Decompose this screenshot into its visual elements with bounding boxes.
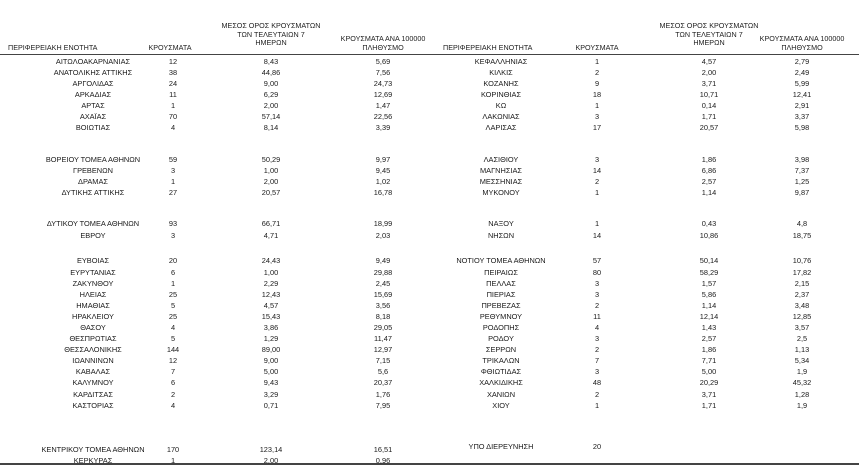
cell-region: ΘΑΣΟΥ — [80, 323, 106, 332]
cell-region: ΝΗΣΩΝ — [487, 231, 515, 240]
cell-region: ΣΕΡΡΩΝ — [485, 345, 517, 354]
header-avg7-line: ΤΩΝ ΤΕΛΕΥΤΑΙΩΝ 7 — [675, 29, 743, 39]
cell-per100k: 17,82 — [792, 268, 812, 277]
cell-cases: 3 — [170, 166, 176, 175]
cell-cases: 3 — [594, 155, 600, 164]
cell-per100k: 2,15 — [794, 279, 810, 288]
cell-region: ΛΑΚΩΝΙΑΣ — [482, 112, 520, 121]
cell-region: ΚΩ — [495, 101, 507, 110]
cell-avg7: 12,14 — [699, 312, 719, 321]
cell-region: ΚΑΛΥΜΝΟΥ — [72, 378, 114, 387]
cell-per100k: 3,98 — [794, 155, 810, 164]
cell-cases: 38 — [168, 68, 178, 77]
cell-per100k: 9,87 — [794, 188, 810, 197]
cell-cases: 59 — [168, 155, 178, 164]
cell-region: ΒΟΙΩΤΙΑΣ — [75, 123, 111, 132]
cell-region: ΕΒΡΟΥ — [80, 231, 106, 240]
cell-avg7: 1,86 — [701, 155, 717, 164]
cell-cases: 2 — [594, 177, 600, 186]
cell-cases: 1 — [170, 456, 176, 465]
header-per100k-line: ΚΡΟΥΣΜΑΤΑ ΑΝΑ 100000 — [759, 34, 845, 43]
cell-avg7: 20,57 — [699, 123, 719, 132]
cell-cases: 2 — [594, 68, 600, 77]
cell-per100k: 1,9 — [796, 367, 808, 376]
cell-avg7: 1,00 — [263, 268, 279, 277]
cell-avg7: 1,57 — [701, 279, 717, 288]
cell-cases: 70 — [168, 112, 178, 121]
cell-cases: 9 — [594, 79, 600, 88]
cell-region: ΚΕΦΑΛΛΗΝΙΑΣ — [474, 57, 528, 66]
header-avg7-line: ΗΜΕΡΩΝ — [255, 38, 287, 48]
header-region-right: ΠΕΡΙΦΕΡΕΙΑΚΗ ΕΝΟΤΗΤΑ — [443, 43, 533, 52]
cell-avg7: 1,43 — [701, 323, 717, 332]
cell-avg7: 0,14 — [701, 101, 717, 110]
cell-per100k: 9,97 — [375, 155, 391, 164]
cell-region: ΚΕΝΤΡΙΚΟΥ ΤΟΜΕΑ ΑΘΗΝΩΝ — [41, 445, 145, 454]
cell-region: ΒΟΡΕΙΟΥ ΤΟΜΕΑ ΑΘΗΝΩΝ — [45, 155, 141, 164]
cell-cases: 3 — [170, 231, 176, 240]
cell-cases: 7 — [594, 356, 600, 365]
cell-region: ΓΡΕΒΕΝΩΝ — [73, 166, 113, 175]
cell-avg7: 3,29 — [263, 390, 279, 399]
header-per100k-line: ΚΡΟΥΣΜΑΤΑ ΑΝΑ 100000 — [340, 34, 426, 43]
cell-per100k: 24,73 — [373, 79, 393, 88]
cell-cases: 2 — [170, 390, 176, 399]
cell-region: ΑΝΑΤΟΛΙΚΗΣ ΑΤΤΙΚΗΣ — [53, 68, 133, 77]
cell-region: ΔΥΤΙΚΟΥ ΤΟΜΕΑ ΑΘΗΝΩΝ — [46, 219, 140, 228]
cell-avg7: 7,71 — [701, 356, 717, 365]
header-region-left: ΠΕΡΙΦΕΡΕΙΑΚΗ ΕΝΟΤΗΤΑ — [8, 43, 98, 52]
cell-avg7: 9,00 — [263, 79, 279, 88]
cell-per100k: 3,39 — [375, 123, 391, 132]
cell-avg7: 0,43 — [701, 219, 717, 228]
cell-avg7: 9,43 — [263, 378, 279, 387]
cell-region: ΕΥΒΟΙΑΣ — [76, 256, 110, 265]
cell-region: ΧΑΛΚΙΔΙΚΗΣ — [479, 378, 523, 387]
cell-avg7: 0,71 — [263, 401, 279, 410]
cell-cases: 6 — [170, 268, 176, 277]
cell-per100k: 12,85 — [792, 312, 812, 321]
cell-cases: 17 — [592, 123, 602, 132]
cell-avg7: 9,00 — [263, 356, 279, 365]
cell-cases: 1 — [170, 279, 176, 288]
cell-cases: 24 — [168, 79, 178, 88]
cell-avg7: 2,00 — [263, 177, 279, 186]
cell-region: ΑΧΑΪΑΣ — [79, 112, 107, 121]
cell-per100k: 18,75 — [792, 231, 812, 240]
cell-region: ΑΡΚΑΔΙΑΣ — [74, 90, 112, 99]
cell-per100k: 2,37 — [794, 290, 810, 299]
cell-per100k: 2,91 — [794, 101, 810, 110]
header-avg7-line: ΜΕΣΟΣ ΟΡΟΣ ΚΡΟΥΣΜΑΤΩΝ — [659, 21, 759, 30]
cell-avg7: 50,14 — [699, 256, 719, 265]
cell-cases: 5 — [170, 334, 176, 343]
cell-per100k: 18,99 — [373, 219, 393, 228]
cell-per100k: 3,57 — [794, 323, 810, 332]
cell-region: ΦΘΙΩΤΙΔΑΣ — [480, 367, 522, 376]
cell-cases: 170 — [166, 445, 180, 454]
cell-region: ΥΠΟ ΔΙΕΡΕΥΝΗΣΗ — [468, 442, 534, 451]
cell-cases: 3 — [594, 279, 600, 288]
cell-avg7: 4,57 — [263, 301, 279, 310]
header-per100k-line: ΠΛΗΘΥΣΜΟ — [362, 42, 404, 52]
cell-per100k: 12,69 — [373, 90, 393, 99]
header-avg7-line: ΤΩΝ ΤΕΛΕΥΤΑΙΩΝ 7 — [237, 29, 305, 39]
cell-cases: 1 — [170, 101, 176, 110]
cell-avg7: 8,14 — [263, 123, 279, 132]
cell-cases: 14 — [592, 166, 602, 175]
cell-cases: 3 — [594, 334, 600, 343]
cell-cases: 25 — [168, 312, 178, 321]
cell-per100k: 22,56 — [373, 112, 393, 121]
cell-region: ΚΑΒΑΛΑΣ — [75, 367, 111, 376]
cell-avg7: 8,43 — [263, 57, 279, 66]
cell-cases: 20 — [168, 256, 178, 265]
cell-per100k: 29,88 — [373, 268, 393, 277]
cell-per100k: 2,03 — [375, 231, 391, 240]
cell-cases: 12 — [168, 57, 178, 66]
cell-avg7: 1,14 — [701, 188, 717, 197]
cell-region: ΚΑΡΔΙΤΣΑΣ — [73, 390, 113, 399]
cell-region: ΙΩΑΝΝΙΝΩΝ — [72, 356, 114, 365]
cell-region: ΚΑΣΤΟΡΙΑΣ — [72, 401, 114, 410]
header-per100k-left — [328, 35, 438, 52]
cell-per100k: 2,45 — [375, 279, 391, 288]
cell-region: ΡΕΘΥΜΝΟΥ — [479, 312, 523, 321]
cell-cases: 1 — [594, 401, 600, 410]
cell-cases: 1 — [594, 101, 600, 110]
cell-per100k: 3,37 — [794, 112, 810, 121]
cell-region: ΧΙΟΥ — [492, 401, 510, 410]
cell-per100k: 3,48 — [794, 301, 810, 310]
cell-region: ΛΑΣΙΘΙΟΥ — [483, 155, 519, 164]
cell-per100k: 1,28 — [794, 390, 810, 399]
cell-cases: 57 — [592, 256, 602, 265]
cell-per100k: 16,78 — [373, 188, 393, 197]
cell-cases: 18 — [592, 90, 602, 99]
cell-region: ΚΟΖΑΝΗΣ — [483, 79, 519, 88]
cell-per100k: 1,25 — [794, 177, 810, 186]
cell-region: ΑΡΓΟΛΙΔΑΣ — [72, 79, 114, 88]
cell-per100k: 45,32 — [792, 378, 812, 387]
cell-region: ΕΥΡΥΤΑΝΙΑΣ — [70, 268, 116, 277]
cell-avg7: 89,00 — [261, 345, 281, 354]
header-cases-left: ΚΡΟΥΣΜΑΤΑ — [148, 43, 192, 52]
cell-cases: 5 — [170, 301, 176, 310]
cell-per100k: 15,69 — [373, 290, 393, 299]
cell-region: ΘΕΣΣΑΛΟΝΙΚΗΣ — [64, 345, 122, 354]
cell-cases: 14 — [592, 231, 602, 240]
cell-per100k: 2,49 — [794, 68, 810, 77]
cell-cases: 4 — [594, 323, 600, 332]
cell-region: ΜΕΣΣΗΝΙΑΣ — [479, 177, 523, 186]
cell-cases: 11 — [169, 90, 177, 99]
cell-per100k: 12,41 — [792, 90, 812, 99]
cell-per100k: 20,37 — [373, 378, 393, 387]
cell-per100k: 1,76 — [375, 390, 391, 399]
cell-cases: 1 — [594, 188, 600, 197]
cell-cases: 3 — [594, 112, 600, 121]
cell-cases: 11 — [593, 312, 601, 321]
cell-avg7: 2,00 — [263, 101, 279, 110]
cell-avg7: 15,43 — [261, 312, 281, 321]
cell-cases: 1 — [594, 219, 600, 228]
cell-per100k: 10,76 — [792, 256, 812, 265]
cell-per100k: 9,49 — [375, 256, 391, 265]
cell-avg7: 10,86 — [699, 231, 719, 240]
cell-avg7: 44,86 — [261, 68, 281, 77]
cell-per100k: 5,99 — [794, 79, 810, 88]
cell-per100k: 5,34 — [794, 356, 810, 365]
cell-region: ΚΕΡΚΥΡΑΣ — [73, 456, 113, 465]
cell-per100k: 4,8 — [796, 219, 808, 228]
cell-avg7: 123,14 — [259, 445, 283, 454]
cell-avg7: 57,14 — [261, 112, 281, 121]
cell-avg7: 12,43 — [261, 290, 281, 299]
cell-avg7: 5,00 — [263, 367, 279, 376]
cell-avg7: 24,43 — [261, 256, 281, 265]
cell-avg7: 6,29 — [263, 90, 279, 99]
cell-cases: 2 — [594, 390, 600, 399]
cell-region: ΧΑΝΙΩΝ — [486, 390, 516, 399]
cell-cases: 48 — [592, 378, 602, 387]
cell-per100k: 3,56 — [375, 301, 391, 310]
cell-avg7: 1,14 — [701, 301, 717, 310]
cell-region: ΖΑΚΥΝΘΟΥ — [72, 279, 114, 288]
cell-region: ΡΟΔΟΥ — [488, 334, 514, 343]
cell-avg7: 20,29 — [699, 378, 719, 387]
cell-cases: 144 — [166, 345, 180, 354]
cell-avg7: 5,00 — [701, 367, 717, 376]
cell-avg7: 20,57 — [261, 188, 281, 197]
cell-avg7: 1,86 — [701, 345, 717, 354]
cell-per100k: 1,13 — [794, 345, 810, 354]
cell-region: ΚΟΡΙΝΘΙΑΣ — [480, 90, 522, 99]
cell-per100k: 7,15 — [375, 356, 391, 365]
header-avg7-left — [216, 22, 326, 48]
cell-region: ΗΜΑΘΙΑΣ — [76, 301, 110, 310]
cell-cases: 7 — [170, 367, 176, 376]
cell-avg7: 1,29 — [263, 334, 279, 343]
cell-region: ΔΡΑΜΑΣ — [78, 177, 108, 186]
cell-avg7: 3,86 — [263, 323, 279, 332]
cell-region: ΘΕΣΠΡΩΤΙΑΣ — [69, 334, 117, 343]
cell-per100k: 9,45 — [375, 166, 391, 175]
cell-per100k: 16,51 — [373, 445, 393, 454]
cell-cases: 6 — [170, 378, 176, 387]
cell-per100k: 12,97 — [373, 345, 393, 354]
cell-cases: 1 — [594, 57, 600, 66]
header-avg7-line: ΗΜΕΡΩΝ — [693, 38, 725, 48]
cell-per100k: 0,96 — [375, 456, 391, 465]
cell-cases: 25 — [168, 290, 178, 299]
cell-region: ΚΙΛΚΙΣ — [489, 68, 513, 77]
cell-per100k: 5,69 — [375, 57, 391, 66]
cell-region: ΤΡΙΚΑΛΩΝ — [482, 356, 520, 365]
cell-per100k: 11,47 — [374, 334, 392, 343]
cell-avg7: 66,71 — [261, 219, 281, 228]
header-per100k-line: ΠΛΗΘΥΣΜΟ — [781, 42, 823, 52]
cell-cases: 1 — [170, 177, 176, 186]
cell-per100k: 5,98 — [794, 123, 810, 132]
cell-per100k: 2,79 — [794, 57, 810, 66]
cell-avg7: 10,71 — [699, 90, 719, 99]
cell-avg7: 3,71 — [701, 79, 717, 88]
cell-region: ΠΡΕΒΕΖΑΣ — [481, 301, 521, 310]
cell-region: ΑΡΤΑΣ — [81, 101, 105, 110]
cell-avg7: 58,29 — [699, 268, 719, 277]
cell-avg7: 2,29 — [263, 279, 279, 288]
cell-avg7: 4,71 — [263, 231, 279, 240]
cell-cases: 20 — [592, 442, 602, 451]
cell-region: ΗΛΕΙΑΣ — [79, 290, 107, 299]
cell-region: ΠΙΕΡΙΑΣ — [486, 290, 516, 299]
header-per100k-right — [747, 35, 857, 52]
cell-per100k: 1,02 — [375, 177, 391, 186]
cell-avg7: 2,00 — [701, 68, 717, 77]
cell-avg7: 6,86 — [701, 166, 717, 175]
cell-per100k: 5,6 — [377, 367, 389, 376]
cell-avg7: 1,71 — [701, 401, 717, 410]
cell-per100k: 8,18 — [375, 312, 391, 321]
cell-region: ΛΑΡΙΣΑΣ — [485, 123, 517, 132]
cell-avg7: 4,57 — [701, 57, 717, 66]
cell-region: ΡΟΔΟΠΗΣ — [482, 323, 520, 332]
cell-per100k: 2,5 — [796, 334, 808, 343]
cell-region: ΑΙΤΩΛΟΑΚΑΡΝΑΝΙΑΣ — [55, 57, 131, 66]
cell-region: ΠΕΛΛΑΣ — [486, 279, 516, 288]
cell-cases: 3 — [594, 290, 600, 299]
cell-region: ΝΑΞΟΥ — [488, 219, 514, 228]
cell-avg7: 50,29 — [261, 155, 281, 164]
cell-per100k: 7,56 — [375, 68, 391, 77]
cell-region: ΜΥΚΟΝΟΥ — [482, 188, 520, 197]
cell-per100k: 29,05 — [373, 323, 393, 332]
cell-region: ΔΥΤΙΚΗΣ ΑΤΤΙΚΗΣ — [61, 188, 125, 197]
cell-avg7: 1,71 — [701, 112, 717, 121]
cell-region: ΜΑΓΝΗΣΙΑΣ — [480, 166, 522, 175]
cell-cases: 2 — [594, 345, 600, 354]
cell-avg7: 5,86 — [701, 290, 717, 299]
header-cases-right: ΚΡΟΥΣΜΑΤΑ — [575, 43, 619, 52]
cell-avg7: 2,57 — [701, 334, 717, 343]
cell-region: ΠΕΙΡΑΙΩΣ — [484, 268, 518, 277]
cell-per100k: 1,47 — [375, 101, 391, 110]
cell-avg7: 3,71 — [701, 390, 717, 399]
cell-per100k: 7,95 — [375, 401, 391, 410]
cell-cases: 4 — [170, 401, 176, 410]
cell-cases: 93 — [168, 219, 178, 228]
cell-avg7: 1,00 — [263, 166, 279, 175]
cell-cases: 3 — [594, 367, 600, 376]
cell-per100k: 7,37 — [794, 166, 810, 175]
cell-region: ΝΟΤΙΟΥ ΤΟΜΕΑ ΑΘΗΝΩΝ — [456, 256, 546, 265]
cell-avg7: 2,00 — [263, 456, 279, 465]
cell-cases: 80 — [592, 268, 602, 277]
header-avg7-line: ΜΕΣΟΣ ΟΡΟΣ ΚΡΟΥΣΜΑΤΩΝ — [221, 21, 321, 30]
header-rule — [0, 54, 859, 55]
cell-avg7: 2,57 — [701, 177, 717, 186]
cell-cases: 27 — [168, 188, 178, 197]
cell-region: ΗΡΑΚΛΕΙΟΥ — [72, 312, 114, 321]
cell-cases: 4 — [170, 323, 176, 332]
cell-cases: 12 — [168, 356, 178, 365]
cell-cases: 4 — [170, 123, 176, 132]
cell-per100k: 1,9 — [796, 401, 808, 410]
cell-cases: 2 — [594, 301, 600, 310]
